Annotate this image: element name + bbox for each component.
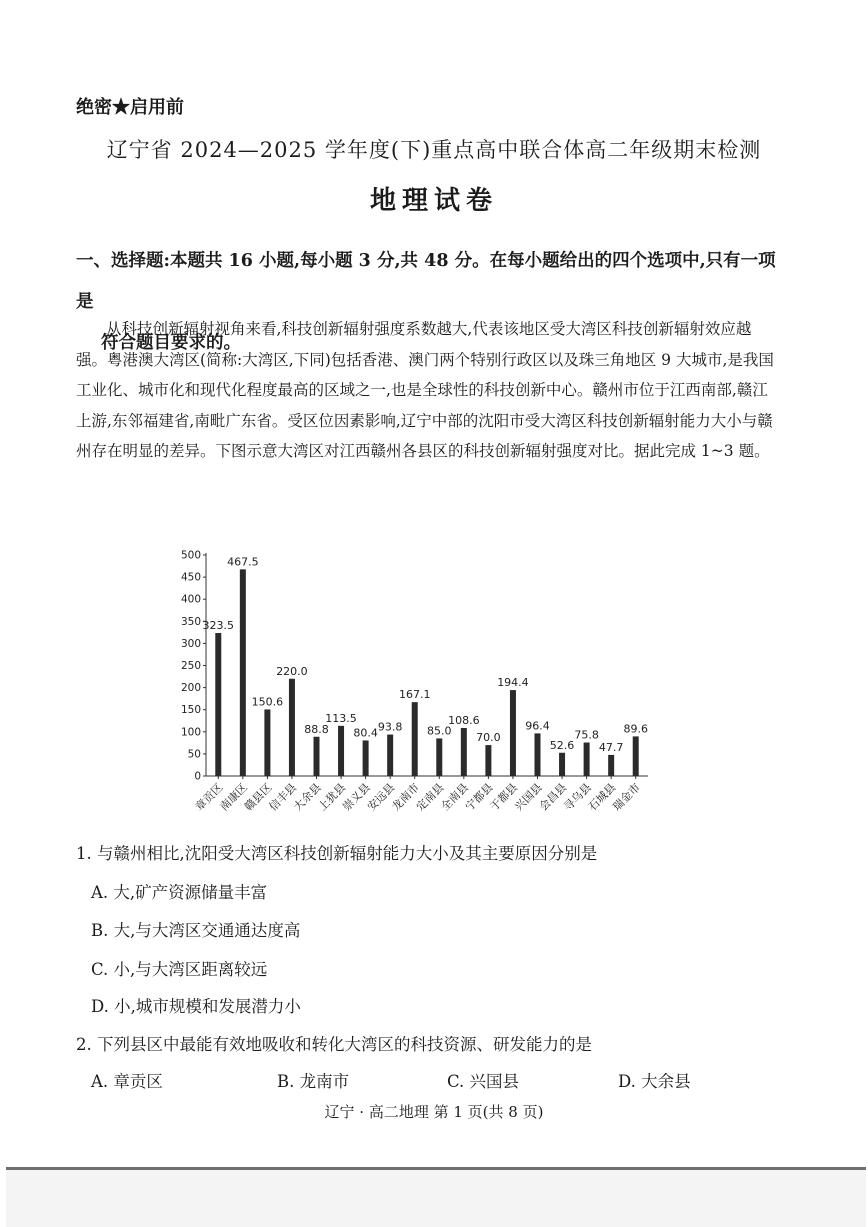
x-category-label: 全南县 (438, 780, 471, 814)
bar-value-label: 85.0 (427, 724, 452, 738)
bar (289, 679, 295, 776)
bar (608, 755, 614, 776)
bar-value-label: 47.7 (598, 740, 624, 754)
question-1-stem: 1. 与赣州相比,沈阳受大湾区科技创新辐射能力大小及其主要原因分别是 (76, 844, 598, 863)
bar (436, 738, 442, 776)
bar-value-label: 52.6 (549, 738, 575, 752)
bar-value-label: 113.5 (325, 711, 357, 725)
bar-value-label: 88.8 (304, 722, 329, 736)
bar (264, 709, 270, 776)
question-2-option-d[interactable]: D. 大余县 (618, 1072, 691, 1091)
bar-value-label: 194.4 (497, 676, 529, 690)
x-category-label: 兴国县 (512, 780, 545, 814)
question-2-stem: 2. 下列县区中最能有效地吸收和转化大湾区的科技资源、研发能力的是 (76, 1035, 592, 1054)
question-1-option-b[interactable]: B. 大,与大湾区交通通达度高 (91, 921, 301, 940)
y-tick-label: 500 (180, 549, 201, 562)
section-heading-line-1: 一、选择题:本题共 16 小题,每小题 3 分,共 48 分。在每小题给出的四个选项中,只有一项是 (76, 251, 776, 312)
reading-passage (76, 314, 776, 467)
bar (584, 742, 590, 776)
bar-value-label: 108.6 (448, 713, 480, 727)
bar-chart (170, 545, 660, 830)
bar-value-label: 70.0 (476, 731, 501, 745)
bar-value-label: 167.1 (398, 688, 431, 702)
bar (338, 726, 344, 776)
y-tick-label: 50 (187, 748, 201, 761)
x-category-label: 定南县 (413, 780, 447, 814)
exam-title: 辽宁省 2024—2025 学年度(下)重点高中联合体高二年级期末检测 (106, 138, 762, 162)
bar (240, 569, 246, 776)
subject-title: 地理试卷 (369, 186, 498, 216)
x-category-label: 瑞金市 (610, 780, 643, 814)
question-1-option-a[interactable]: A. 大,矿产资源储量丰富 (91, 883, 268, 902)
x-category-label: 龙南市 (389, 780, 422, 814)
bar-value-label: 96.4 (525, 719, 550, 733)
x-category-label: 于都县 (487, 780, 521, 814)
bar-value-label: 323.5 (202, 619, 235, 633)
x-category-label: 信丰县 (266, 780, 300, 814)
scan-bottom-margin (6, 1170, 866, 1227)
bar (314, 737, 320, 776)
bar (559, 753, 565, 776)
question-1-option-d[interactable]: D. 小,城市规模和发展潜力小 (91, 997, 301, 1016)
bar-value-label: 75.8 (574, 728, 599, 742)
x-category-label: 安远县 (364, 780, 398, 814)
bar-value-label: 220.0 (276, 664, 308, 678)
question-2-option-c[interactable]: C. 兴国县 (447, 1072, 520, 1091)
bar (387, 735, 393, 776)
bar (412, 702, 418, 776)
x-category-label: 章贡区 (192, 780, 226, 814)
y-tick-label: 400 (180, 593, 201, 606)
y-tick-label: 350 (180, 615, 201, 628)
bar (535, 733, 541, 776)
bar (461, 728, 467, 776)
y-tick-label: 300 (180, 637, 201, 650)
x-category-label: 上犹县 (315, 780, 349, 814)
bar-value-label: 89.6 (623, 722, 648, 736)
y-tick-label: 0 (194, 770, 201, 783)
bar-value-label: 467.5 (227, 555, 259, 569)
x-category-label: 大余县 (291, 780, 324, 814)
x-category-label: 南康区 (217, 780, 250, 814)
chart-x-labels (192, 780, 643, 813)
y-tick-label: 250 (180, 660, 201, 672)
x-category-label: 寻乌县 (561, 780, 594, 814)
bar-value-label: 80.4 (353, 726, 378, 740)
x-category-label: 石城县 (585, 780, 619, 814)
question-2-option-a[interactable]: A. 章贡区 (91, 1072, 163, 1091)
question-1-option-c[interactable]: C. 小,与大湾区距离较远 (91, 960, 268, 979)
y-tick-label: 150 (180, 704, 201, 717)
x-category-label: 崇义县 (340, 780, 373, 814)
bar (215, 633, 221, 776)
section-heading-line-2: 符合题目要求的。 (101, 333, 241, 353)
page-footer: 辽宁 · 高二地理 第 1 页(共 8 页) (324, 1103, 544, 1121)
y-tick-label: 200 (180, 682, 201, 695)
bar-value-label: 150.6 (251, 695, 284, 709)
secret-label: 绝密★启用前 (76, 97, 184, 118)
bar-value-label: 93.8 (377, 720, 403, 734)
x-category-label: 宁都县 (462, 780, 496, 814)
x-category-label: 赣县区 (241, 780, 275, 814)
bar (363, 740, 369, 776)
bar (510, 690, 516, 776)
passage-paragraph: 从科技创新辐射视角来看,科技创新辐射强度系数越大,代表该地区受大湾区科技创新辐射效应越强。粤港澳大湾区(简称:大湾区,下同)包括香港、澳门两个特别行政区以及珠三角地区 9 大城市,是我国工业化、城市化和现代化程度最高的区域之一,也是全球性的科技创新中心。赣州市位于江西南部,赣江上游,东邻福建省,南毗广东省。受区位因素影响,辽宁中部的沈阳市受大湾区科技创新辐射能力大小与赣州存在明显的差异。下图示意大湾区对江西赣州各县区的科技创新辐射强度对比。据此完成 1~3 题。 (76, 320, 774, 460)
x-category-label: 会昌县 (536, 780, 570, 814)
question-2-option-b[interactable]: B. 龙南市 (277, 1072, 350, 1091)
y-tick-label: 450 (180, 571, 201, 584)
bar (633, 736, 639, 776)
bar (485, 745, 491, 776)
y-tick-label: 100 (180, 726, 201, 739)
